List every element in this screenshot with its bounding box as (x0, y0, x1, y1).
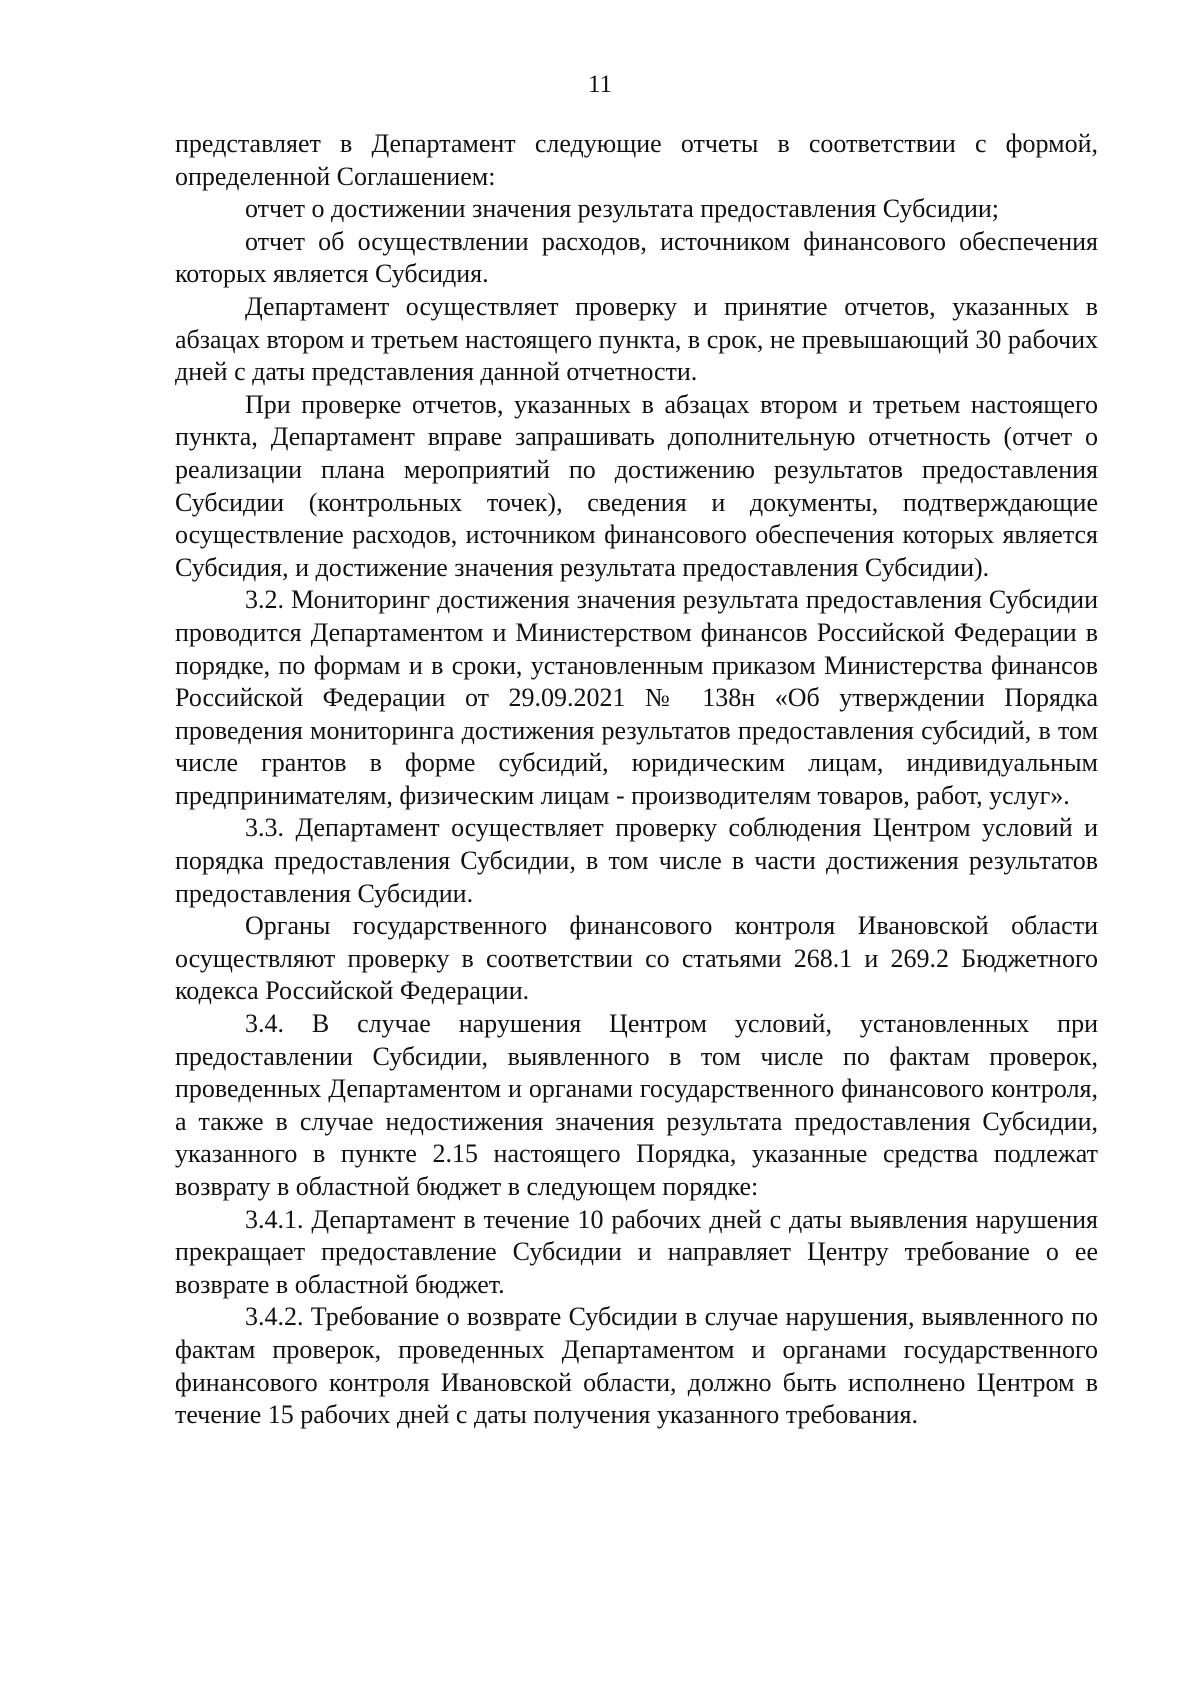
paragraph-continuation: представляет в Департамент следующие отчеты в соответствии с формой, определенной Соглашением: (175, 129, 1098, 191)
paragraph-report-result: отчет о достижении значения результата предоставления Субсидии; (245, 194, 1000, 224)
page-number: 11 (587, 71, 613, 98)
document-body (175, 128, 1098, 1432)
paragraph-financial-control: Органы государственного финансового контроля Ивановской области осуществляют проверку в соответствии со статьями 268.1 и 269.2 Бюджетного кодекса Российской Федерации. (175, 911, 1098, 1006)
paragraph-3-2-monitoring: 3.2. Мониторинг достижения значения результата предоставления Субсидии проводится Департаментом и Министерством финансов Российской Федерации в порядке, по формам и в сроки, установленным приказом Министерства финансов Российской Федерации от 29.09.2021 № 138н «Об утверждении Порядка проведения мониторинга достижения результатов предоставления субсидий, в том числе грантов в форме субсидий, юридическим лицам, индивидуальным предпринимателям, физическим лицам - производителям товаров, работ, услуг». (175, 585, 1098, 810)
paragraph-report-review: Департамент осуществляет проверку и принятие отчетов, указанных в абзацах втором и третьем настоящего пункта, в срок, не превышающий 30 рабочих дней с даты представления данной отчетности. (175, 291, 1098, 387)
paragraph-3-3-compliance-check: 3.3. Департамент осуществляет проверку соблюдения Центром условий и порядка предоставления Субсидии, в том числе в части достижения результатов предоставления Субсидии. (175, 813, 1098, 908)
paragraph-3-4-1-termination: 3.4.1. Департамент в течение 10 рабочих дней с даты выявления нарушения прекращает предоставление Субсидии и направляет Центру требование о ее возврате в областной бюджет. (175, 1204, 1098, 1299)
paragraph-additional-reporting: При проверке отчетов, указанных в абзацах втором и третьем настоящего пункта, Департамент вправе запрашивать дополнительную отчетность (отчет о реализации плана мероприятий по достижению результатов предоставления Субсидии (контрольных точек), сведения и документы, подтверждающие осуществление расходов, источником финансового обеспечения которых является Субсидия, и достижение значения результата предоставления Субсидии). (175, 389, 1098, 582)
paragraph-3-4-violation: 3.4. В случае нарушения Центром условий, установленных при предоставлении Субсидии, выявленного в том числе по фактам проверок, проведенных Департаментом и органами государственного финансового контроля, а также в случае недостижения значения результата предоставления Субсидии, указанного в пункте 2.15 настоящего Порядка, указанные средства подлежат возврату в областной бюджет в следующем порядке: (175, 1009, 1098, 1201)
paragraph-3-4-2-return-requirement: 3.4.2. Требование о возврате Субсидии в случае нарушения, выявленного по фактам проверок, проведенных Департаментом и органами государственного финансового контроля Ивановской области, должно быть исполнено Центром в течение 15 рабочих дней с даты получения указанного требования. (175, 1302, 1098, 1430)
paragraph-report-expenses: отчет об осуществлении расходов, источником финансового обеспечения которых является Субсидия. (175, 226, 1098, 289)
